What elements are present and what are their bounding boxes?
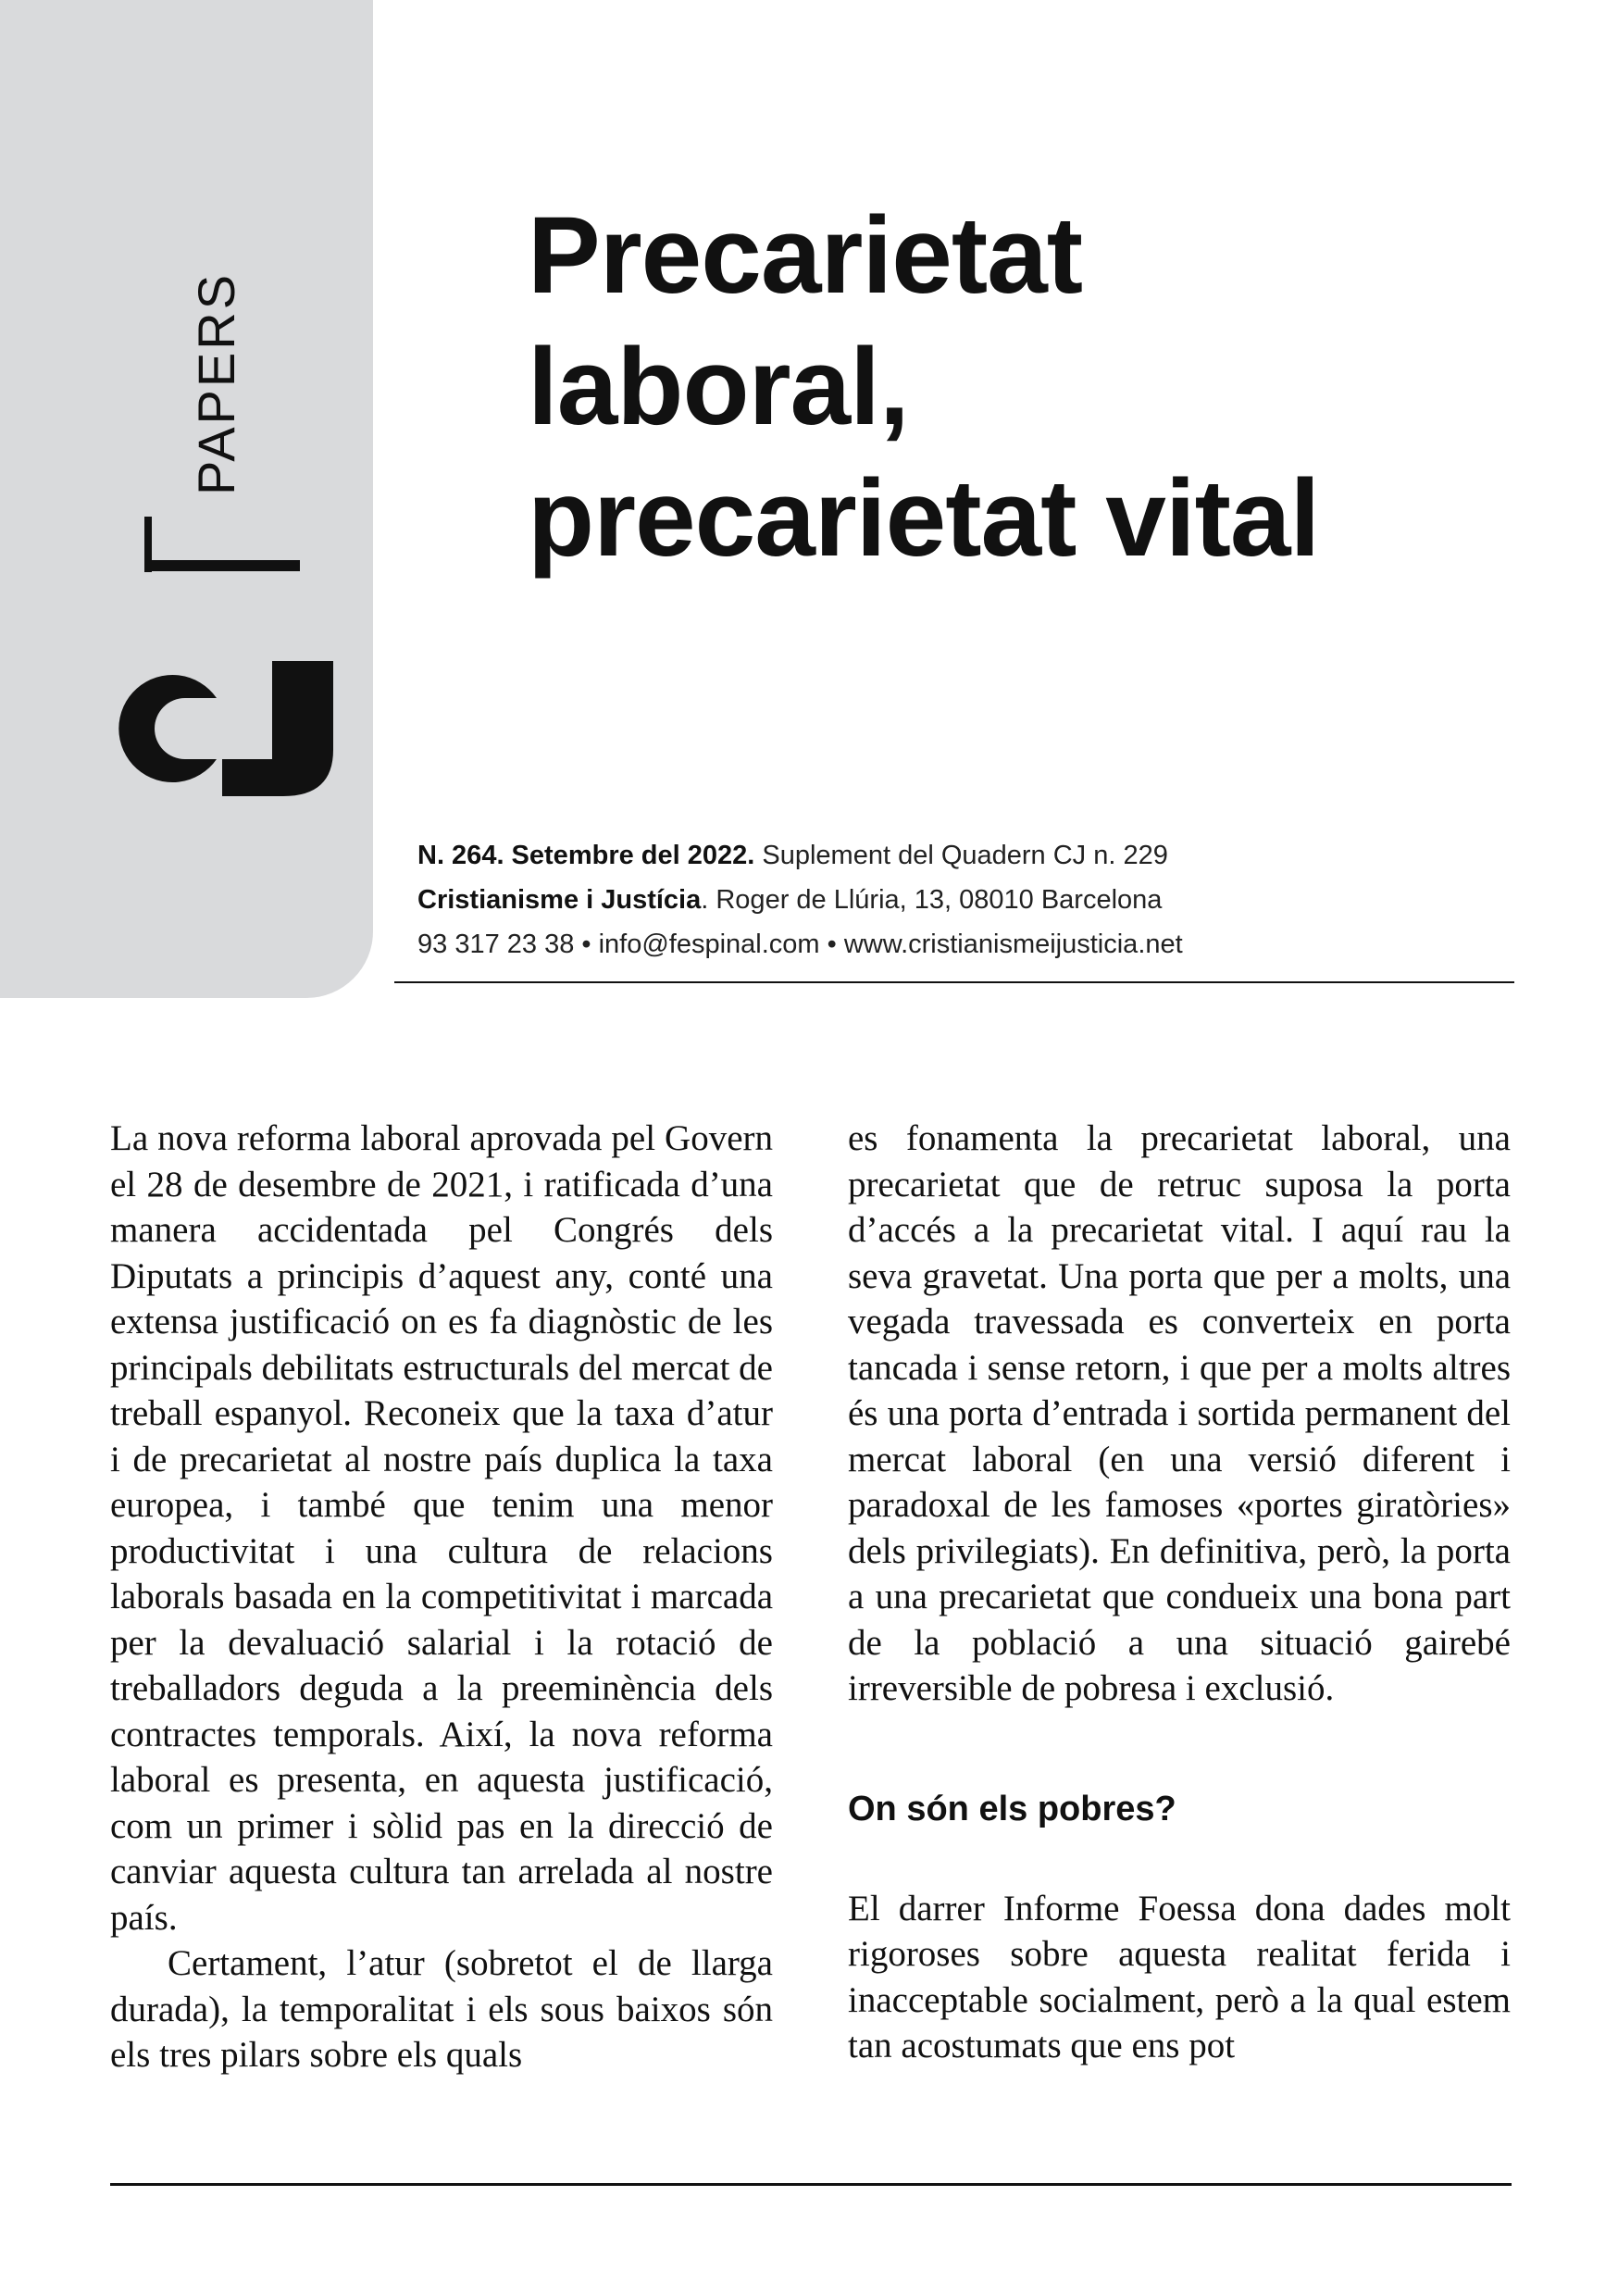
body-column-right [848, 1116, 1511, 2069]
contact-line: 93 317 23 38 • info@fespinal.com • www.cristianismeijusticia.net [417, 930, 1183, 959]
body-paragraph: El darrer Informe Foessa dona dades molt rigoroses sobre aquesta realitat ferida i inacceptable socialment, però a la qual estem tan acostumats que ens pot [848, 1888, 1511, 2065]
issue-supplement: Suplement del Quadern CJ n. 229 [754, 841, 1168, 870]
issue-line [417, 833, 1510, 878]
publisher-line [417, 878, 1510, 922]
section-heading: On són els pobres? [848, 1789, 1176, 1828]
publication-info [417, 833, 1510, 967]
cj-logo [107, 661, 333, 796]
publisher-address: . Roger de Llúria, 13, 08010 Barcelona [701, 885, 1163, 915]
publisher-name: Cristianisme i Justícia [417, 885, 702, 915]
title-line: Precarietat [528, 194, 1083, 317]
title-line: precarietat vital [528, 457, 1320, 580]
footer-divider [110, 2183, 1512, 2186]
series-underline [144, 560, 300, 571]
sidebar-panel [0, 0, 373, 998]
body-paragraph: Certament, l’atur (sobretot el de llarga durada), la temporalitat i els sous baixos són els tres pilars sobre els quals [110, 1943, 773, 2075]
series-label-text: PAPERS [187, 271, 245, 495]
header-divider [394, 981, 1514, 983]
body-column-left [110, 1116, 773, 2078]
body-paragraph: es fonamenta la precarietat laboral, una precarietat que de retruc suposa la porta d’accés a la precarietat vital. I aquí rau la seva gravetat. Una porta que per a molts, una vegada travessada es converteix en porta tancada i sense retorn, i que per a molts altres és una porta d’entrada i sortida permanent del mercat laboral (en una versió diferent i paradoxal de les famoses «portes giratòries» dels privilegiats). En definitiva, però, la porta a una precarietat que condueix una bona part de la població a una situació gairebé irreversible de pobresa i exclusió. [848, 1118, 1511, 1708]
document-title [528, 190, 1319, 584]
title-line: laboral, [528, 326, 909, 448]
body-paragraph: La nova reforma laboral aprovada pel Govern el 28 de desembre de 2021, i ratificada d’una manera accidentada pel Congrés dels Diputats a principis d’aquest any, conté una extensa justificació on es fa diagnòstic de les principals debilitats estructurals del mercat de treball espanyol. Reconeix que la taxa d’atur i de precarietat al nostre país duplica la taxa europea, i també que tenim una menor productivitat i una cultura de relacions laborals basada en la competitivitat i marcada per la devaluació salarial i la rotació de treballadors deguda a la preeminència dels contractes temporals. Així, la nova reforma laboral es presenta, en aquesta justificació, com un primer i sòlid pas en la direcció de canviar aquesta cultura tan arrelada al nostre país. [110, 1118, 773, 1938]
issue-number: N. 264. Setembre del 2022. [417, 841, 755, 870]
